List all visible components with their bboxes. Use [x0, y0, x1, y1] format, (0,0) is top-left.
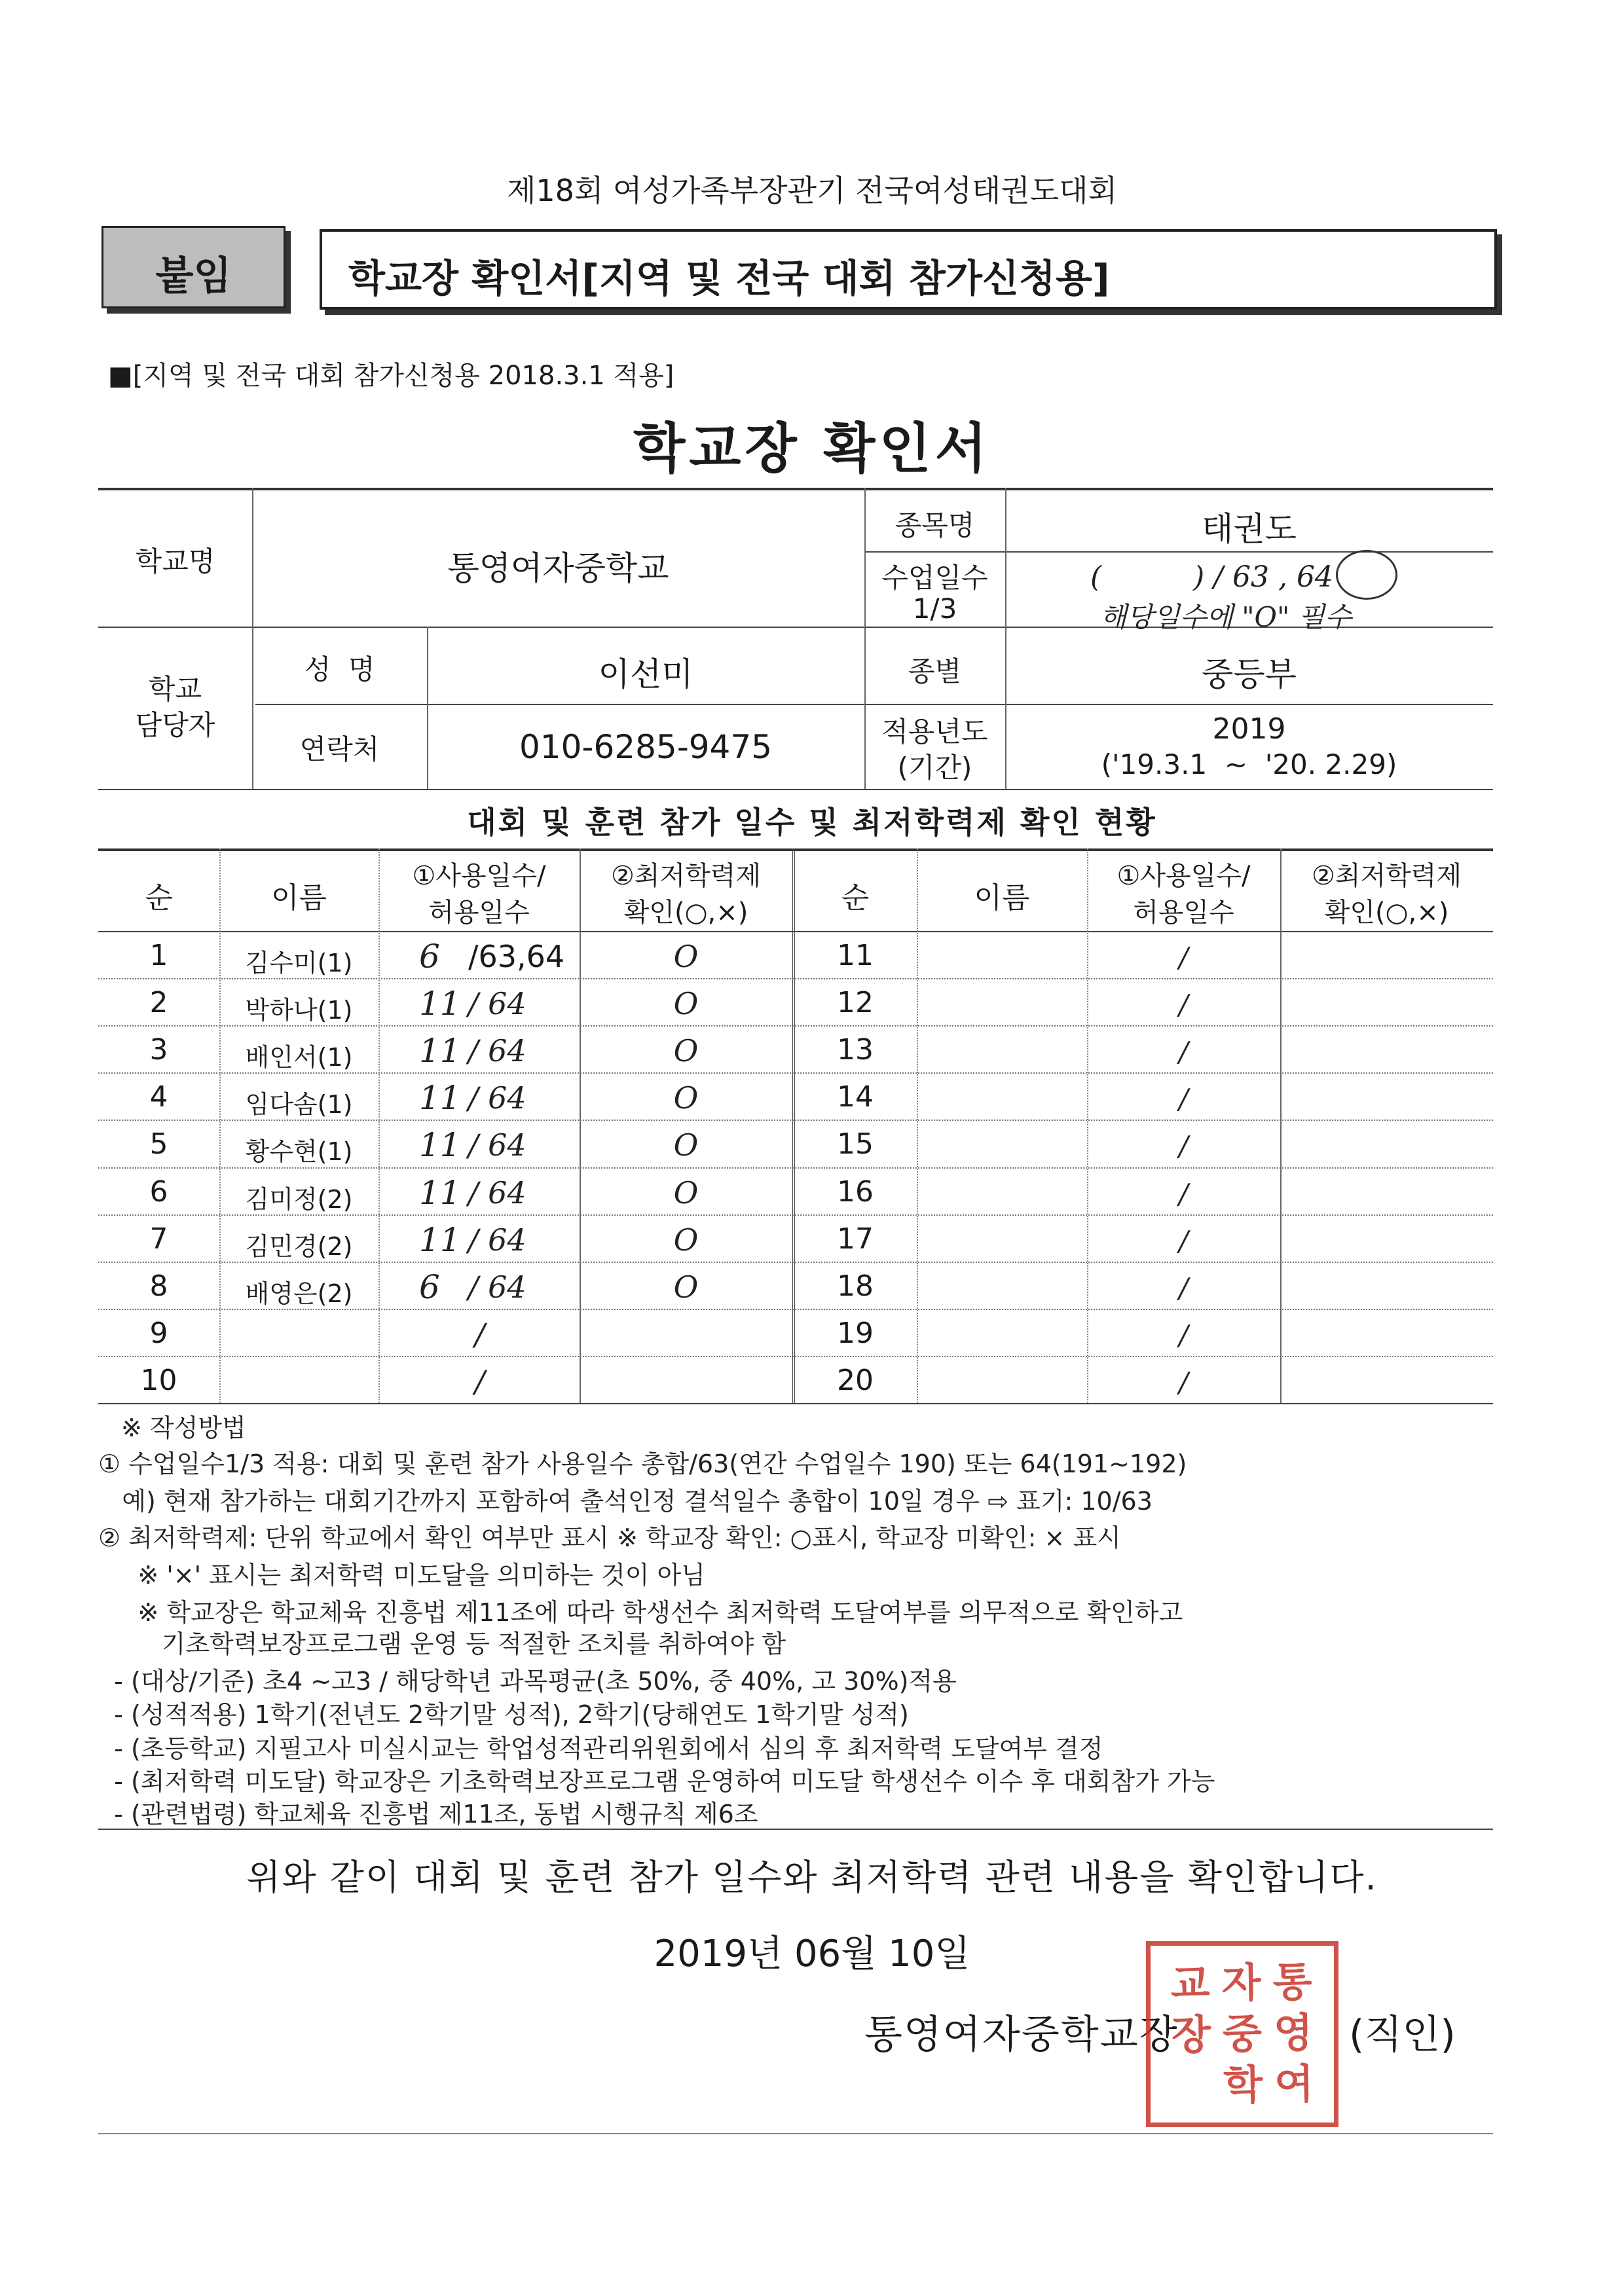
- participation-table-top: [98, 848, 1493, 851]
- col-divider-no-left: [219, 848, 221, 1403]
- instruction-line: ※ 학교장은 학교체육 진흥법 제11조에 따라 학생선수 최저학력 도달여부를 의무적으로 확인하고: [98, 1598, 1183, 1627]
- info-rule-class-days: [864, 551, 1493, 553]
- used-days: /: [1179, 1319, 1189, 1351]
- row-number: 1: [149, 939, 168, 972]
- col-divider-days-right: [1280, 848, 1282, 1403]
- header-days-left-2: 허용일수: [428, 898, 530, 928]
- used-days: 11: [419, 1173, 461, 1212]
- athlete-name: 배영은(2): [245, 1279, 353, 1308]
- header-days-right: ①사용일수/: [1116, 861, 1251, 891]
- sport-value: 태권도: [1202, 510, 1297, 548]
- header-days-left: ①사용일수/: [412, 861, 546, 891]
- seal-character: 장: [1171, 2010, 1211, 2059]
- instruction-line: ① 수업일수1/3 적용: 대회 및 훈련 참가 사용일수 총합/63(연간 수업일수 190) 또는 64(191~192): [98, 1449, 1187, 1478]
- min-academic-check: O: [673, 1222, 699, 1258]
- allowed-days: / 64: [468, 1222, 526, 1258]
- event-title: 제18회 여성가족부장관기 전국여성태권도대회: [506, 173, 1118, 208]
- used-days: 6: [419, 1267, 440, 1306]
- row-number: 20: [837, 1363, 874, 1397]
- participation-table-bottom: [98, 1403, 1493, 1404]
- allowed-days: /: [475, 1363, 485, 1399]
- official-seal: [1146, 1941, 1338, 2127]
- allowed-days: / 64: [468, 1127, 526, 1163]
- attachment-label: 붙임: [155, 253, 232, 299]
- confirm-text: 위와 같이 대회 및 훈련 참가 일수와 최저학력 관련 내용을 확인합니다.: [246, 1857, 1378, 1898]
- division-label: 종별: [908, 655, 962, 687]
- used-days: 11: [419, 1079, 461, 1118]
- info-top-border: [98, 488, 1493, 490]
- seal-character: 교: [1170, 1959, 1211, 2008]
- min-academic-check: O: [673, 1080, 699, 1116]
- principal-name: 통영여자중학교장: [864, 2012, 1179, 2058]
- name-value: 이선미: [598, 655, 693, 693]
- row-number: 15: [837, 1127, 874, 1161]
- header-check-left-2: 확인(○,×): [623, 898, 748, 928]
- name-label: 성 명: [304, 653, 375, 685]
- contact-person-label: 학교: [148, 673, 202, 705]
- used-days: /: [1179, 1036, 1189, 1068]
- confirm-rule: [98, 1829, 1493, 1830]
- allowed-days: / 64: [468, 1269, 526, 1305]
- athlete-name: 김미정(2): [245, 1184, 353, 1214]
- header-days-right-2: 허용일수: [1133, 898, 1234, 928]
- min-academic-check: O: [673, 1033, 699, 1069]
- school-name-label: 학교명: [135, 545, 215, 577]
- division-value: 중등부: [1202, 655, 1297, 693]
- header-no-left: 순: [145, 881, 173, 915]
- seal-character: 학: [1223, 2060, 1263, 2109]
- apply-note: ■[지역 및 전국 대회 참가신청용 2018.3.1 적용]: [108, 361, 674, 391]
- header-no-right: 순: [841, 881, 870, 915]
- class-days-value: ( ) / 63 , 64: [1090, 560, 1333, 594]
- row-number: 17: [837, 1222, 874, 1256]
- row-number: 9: [149, 1316, 168, 1350]
- seal-character: 통: [1272, 1958, 1313, 2007]
- school-name: 통영여자중학교: [447, 549, 669, 587]
- used-days: /: [1179, 1177, 1189, 1210]
- col-divider-no-right: [917, 848, 918, 1403]
- phone-label: 연락처: [299, 733, 380, 765]
- allowed-days: / 64: [468, 1175, 526, 1211]
- phone-value: 010-6285-9475: [519, 728, 772, 766]
- instruction-line: 기초학력보장프로그램 운영 등 적절한 조치를 취하여야 함: [98, 1630, 786, 1658]
- class-days-label-fraction: 1/3: [912, 592, 957, 625]
- class-days-circle-mark: [1336, 550, 1397, 600]
- used-days: /: [1179, 941, 1189, 974]
- class-days-note: 해당일수에 "O" 필수: [1100, 601, 1352, 633]
- footer-rule: [98, 2133, 1493, 2134]
- athlete-name: 황수현(1): [245, 1137, 353, 1167]
- min-academic-check: O: [673, 1175, 699, 1211]
- notes-heading: ※ 작성방법: [121, 1413, 246, 1442]
- allowed-days: / 64: [468, 1080, 526, 1116]
- row-number: 13: [837, 1033, 874, 1067]
- used-days: 11: [419, 1032, 461, 1070]
- allowed-days: /: [475, 1316, 485, 1352]
- min-academic-check: O: [673, 986, 699, 1022]
- used-days: 6: [419, 938, 440, 975]
- row-number: 4: [149, 1080, 168, 1114]
- min-academic-check: O: [673, 939, 699, 974]
- athlete-name: 임다솜(1): [245, 1090, 353, 1120]
- allowed-days: /63,64: [468, 939, 565, 974]
- col-divider-days-left: [580, 848, 581, 1403]
- allowed-days: / 64: [468, 986, 526, 1022]
- used-days: /: [1179, 1224, 1189, 1257]
- athlete-name: 김민경(2): [245, 1231, 353, 1261]
- row-number: 16: [837, 1175, 874, 1209]
- period-value: ('19.3.1 ~ '20. 2.29): [1101, 748, 1397, 780]
- used-days: /: [1179, 1130, 1189, 1163]
- used-days: /: [1179, 1083, 1189, 1116]
- header-check-left: ②최저학력제: [610, 861, 762, 891]
- instruction-line: - (성적적용) 1학기(전년도 2학기말 성적), 2학기(당해연도 1학기말 성적): [98, 1700, 909, 1729]
- row-number: 18: [837, 1269, 874, 1303]
- row-number: 3: [149, 1033, 168, 1067]
- main-title: 학교장 확인서: [633, 418, 991, 480]
- used-days: 11: [419, 1220, 461, 1259]
- instruction-line: ② 최저학력제: 단위 학교에서 확인 여부만 표시 ※ 학교장 확인: ○표시, 학교장 미확인: × 표시: [98, 1523, 1121, 1552]
- row-number: 5: [149, 1127, 168, 1161]
- header-name-right: 이름: [974, 881, 1030, 915]
- contact-person-label-2: 담당자: [135, 709, 215, 741]
- row-number: 11: [837, 939, 874, 972]
- year-label: 적용년도: [881, 716, 988, 748]
- seal-character: 여: [1274, 2060, 1314, 2109]
- attachment-label-box: [101, 226, 286, 308]
- row-number: 6: [149, 1175, 168, 1209]
- used-days: 11: [419, 985, 461, 1023]
- allowed-days: / 64: [468, 1033, 526, 1069]
- issue-date: 2019년 06월 10일: [654, 1933, 970, 1975]
- info-rule-contact: [255, 704, 1493, 705]
- info-bottom-border: [98, 789, 1493, 790]
- row-number: 2: [149, 986, 168, 1020]
- min-academic-check: O: [673, 1269, 699, 1305]
- document-title-box-text: 학교장 확인서[지역 및 전국 대회 참가신청용]: [348, 256, 1110, 301]
- status-title: 대회 및 훈련 참가 일수 및 최저학력제 확인 현황: [467, 805, 1157, 840]
- row-number: 8: [149, 1269, 168, 1303]
- seal-character: 영: [1273, 2009, 1314, 2058]
- instruction-line: - (초등학교) 지필고사 미실시교는 학업성적관리위원회에서 심의 후 최저학력 도달여부 결정: [98, 1734, 1103, 1763]
- athlete-name: 김수미(1): [245, 949, 353, 977]
- sport-label: 종목명: [895, 509, 975, 541]
- participation-table-header-bottom: [98, 931, 1493, 932]
- year-label-period: (기간): [897, 752, 972, 784]
- class-days-label: 수업일수: [881, 562, 988, 594]
- row-number: 10: [140, 1363, 177, 1397]
- min-academic-check: O: [673, 1127, 699, 1163]
- row-number: 7: [149, 1222, 168, 1256]
- used-days: /: [1179, 1271, 1189, 1304]
- instruction-line: - (대상/기준) 초4 ~고3 / 해당학년 과목평균(초 50%, 중 40%, 고 30%)적용: [98, 1667, 957, 1696]
- row-number: 19: [837, 1316, 874, 1350]
- instruction-line: ※ '×' 표시는 최저학력 미도달을 의미하는 것이 아님: [98, 1561, 705, 1590]
- header-check-right-2: 확인(○,×): [1324, 898, 1449, 928]
- athlete-name: 박하나(1): [245, 996, 353, 1025]
- athlete-name: 배인서(1): [245, 1043, 353, 1072]
- seal-label: (직인): [1349, 2012, 1456, 2058]
- instruction-line: - (최저학력 미도달) 학교장은 기초학력보장프로그램 운영하여 미도달 학생선수 이수 후 대회참가 가능: [98, 1767, 1215, 1796]
- used-days: /: [1179, 989, 1189, 1021]
- seal-character: 자: [1221, 1958, 1262, 2007]
- header-name-left: 이름: [270, 881, 327, 915]
- row-number: 14: [837, 1080, 874, 1114]
- year-value: 2019: [1212, 712, 1286, 746]
- instruction-line: - (관련법령) 학교체육 진흥법 제11조, 동법 시행규칙 제6조: [98, 1800, 758, 1829]
- row-number: 12: [837, 986, 874, 1020]
- used-days: /: [1179, 1366, 1189, 1398]
- instruction-line: 예) 현재 참가하는 대회기간까지 포함하여 출석인정 결석일수 총합이 10일 경우 ⇨ 표기: 10/63: [98, 1487, 1153, 1516]
- header-check-right: ②최저학력제: [1311, 861, 1462, 891]
- seal-character: 중: [1222, 2009, 1263, 2058]
- used-days: 11: [419, 1126, 461, 1165]
- col-divider-name-left: [378, 848, 380, 1403]
- document-title-box: [320, 229, 1497, 310]
- table-row-rule: [98, 1356, 1493, 1357]
